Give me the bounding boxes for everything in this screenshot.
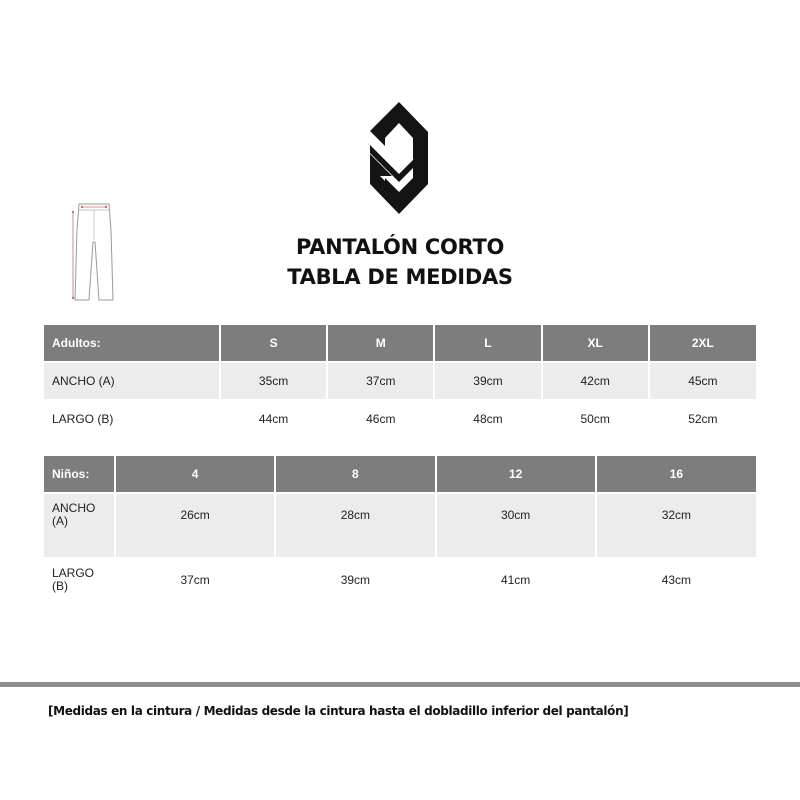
- footnote: [Medidas en la cintura / Medidas desde la cintura hasta el dobladillo inferior del pantalón]: [48, 704, 629, 718]
- table-cell: 28cm: [275, 493, 435, 558]
- title-line-1: PANTALÓN CORTO: [295, 235, 505, 259]
- table-cell: 41cm: [436, 558, 596, 623]
- kids-table-label: Niños:: [44, 456, 115, 493]
- title-line-2: TABLA DE MEDIDAS: [287, 265, 513, 289]
- table-header-row: [44, 456, 756, 493]
- pants-diagram-icon: [68, 200, 120, 306]
- table-cell: 30cm: [436, 493, 596, 558]
- row-label: ANCHO (A): [44, 362, 220, 400]
- kids-size-table: [44, 456, 756, 624]
- size-header: 12: [436, 456, 596, 493]
- table-cell: 35cm: [220, 362, 327, 400]
- table-cell: 42cm: [542, 362, 649, 400]
- size-header: 16: [596, 456, 756, 493]
- table-cell: 46cm: [327, 400, 434, 438]
- table-cell: 44cm: [220, 400, 327, 438]
- size-header: L: [434, 325, 541, 362]
- table-row: [44, 362, 756, 400]
- adult-size-table: [44, 325, 756, 439]
- size-header: XL: [542, 325, 649, 362]
- table-cell: 48cm: [434, 400, 541, 438]
- table-cell: 39cm: [275, 558, 435, 623]
- table-row: [44, 493, 756, 558]
- table-cell: 37cm: [327, 362, 434, 400]
- table-row: [44, 558, 756, 623]
- size-header: 2XL: [649, 325, 756, 362]
- size-header: 4: [115, 456, 275, 493]
- table-header-row: [44, 325, 756, 362]
- table-cell: 26cm: [115, 493, 275, 558]
- table-cell: 39cm: [434, 362, 541, 400]
- divider: [0, 682, 800, 687]
- row-label: LARGO (B): [44, 400, 220, 438]
- size-header: M: [327, 325, 434, 362]
- table-cell: 43cm: [596, 558, 756, 623]
- adult-table-label: Adultos:: [44, 325, 220, 362]
- row-label: LARGO (B): [44, 558, 115, 623]
- table-cell: 50cm: [542, 400, 649, 438]
- table-cell: 37cm: [115, 558, 275, 623]
- page-title: [250, 232, 550, 292]
- brand-logo-icon: [370, 102, 428, 214]
- size-header: S: [220, 325, 327, 362]
- table-row: [44, 400, 756, 438]
- table-cell: 52cm: [649, 400, 756, 438]
- row-label: ANCHO (A): [44, 493, 115, 558]
- size-header: 8: [275, 456, 435, 493]
- table-cell: 32cm: [596, 493, 756, 558]
- table-cell: 45cm: [649, 362, 756, 400]
